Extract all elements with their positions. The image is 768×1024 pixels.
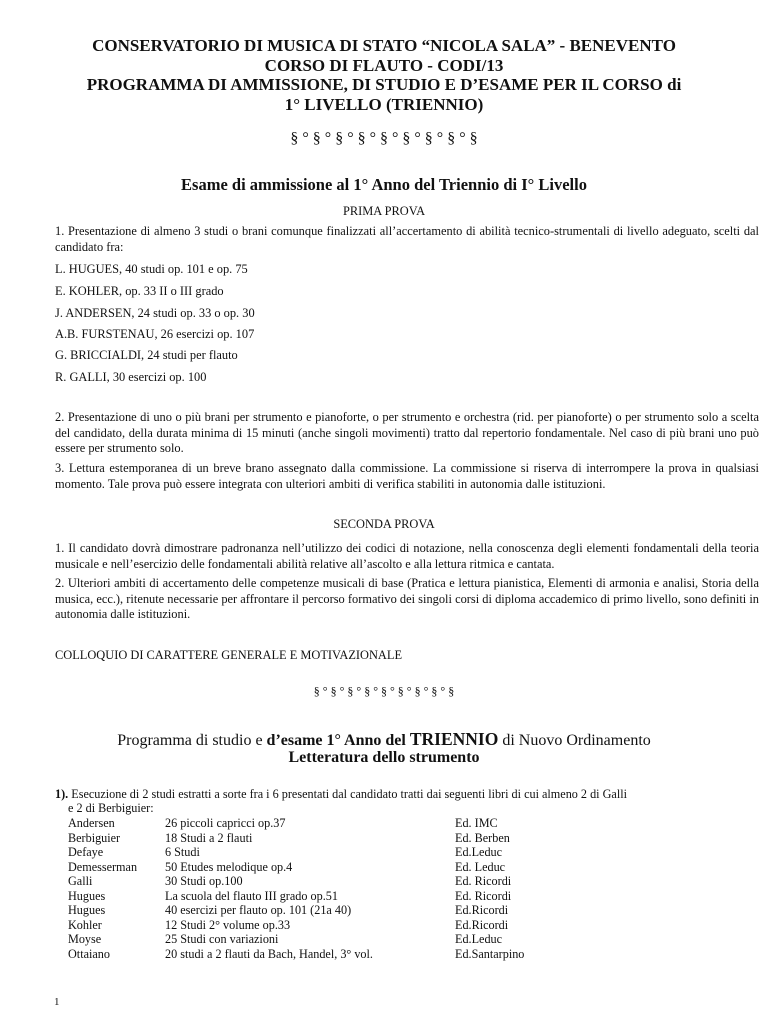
- book-author: Defaye: [68, 845, 104, 859]
- book-publisher: Ed. Ricordi: [455, 888, 512, 903]
- book-title: 25 Studi con variazioni: [165, 932, 279, 946]
- book-author: Demesserman: [68, 859, 138, 874]
- book-author: Kohler: [68, 917, 102, 932]
- book-row: [68, 860, 748, 875]
- book-author: Andersen: [68, 816, 115, 830]
- book-title: 20 studi a 2 flauti da Bach, Handel, 3° vol.: [165, 946, 373, 961]
- book-row: [68, 918, 748, 933]
- book-author: Hugues: [68, 888, 106, 903]
- book-publisher: Ed. Leduc: [455, 859, 506, 874]
- study-program-title-part-3: TRIENNIO: [409, 729, 499, 749]
- book-row: [68, 874, 748, 889]
- book-publisher: Ed. IMC: [455, 816, 498, 830]
- book-row: [68, 816, 748, 831]
- book-publisher: Ed.Leduc: [455, 932, 503, 946]
- study-list-item: G. BRICCIALDI, 24 studi per flauto: [55, 348, 238, 362]
- book-author: Ottaiano: [68, 946, 110, 961]
- study-program-title: [40, 729, 728, 750]
- book-row: [68, 932, 748, 947]
- book-author: Moyse: [68, 932, 102, 946]
- second-test-heading: SECONDA PROVA: [333, 517, 435, 531]
- book-publisher: Ed.Ricordi: [455, 917, 509, 932]
- first-test-item-3: 3. Lettura estemporanea di un breve brano assegnato dalla commissione. La commissione si riserva di interrompere la prova in qualsiasi momento. Tale prova può essere integrata con ulteriori ambiti di verifica stabiliti in autonomia dalle istituzioni.: [55, 461, 759, 491]
- book-author: Berbiguier: [68, 830, 121, 845]
- study-list-item: A.B. FURSTENAU, 26 esercizi op. 107: [55, 327, 255, 341]
- header-line-1: CONSERVATORIO DI MUSICA DI STATO “NICOLA SALA” - BENEVENTO: [92, 36, 676, 55]
- header-line-3: PROGRAMMA DI AMMISSIONE, DI STUDIO E D’ESAME PER IL CORSO di: [86, 75, 682, 94]
- book-publisher: Ed. Berben: [455, 830, 510, 845]
- book-row: [68, 845, 748, 860]
- study-program-item-1-line-2: e 2 di Berbiguier:: [68, 801, 154, 815]
- separator-top: § ° § ° § ° § ° § ° § ° § ° § ° §: [290, 130, 478, 147]
- second-test-item-2: 2. Ulteriori ambiti di accertamento delle competenze musicali di base (Pratica e lettura pianistica, Elementi di armonia e analisi, Storia della musica, ecc.), ritenute necessarie per affrontare il percorso formativo dei singoli corsi di diploma accademico di primo livello, sono definiti in autonomia dalle istituzioni.: [55, 576, 759, 621]
- book-title: 18 Studi a 2 flauti: [165, 830, 253, 845]
- study-program-subtitle: Letteratura dello strumento: [288, 749, 480, 766]
- book-row: [68, 831, 748, 846]
- study-list-item: L. HUGUES, 40 studi op. 101 e op. 75: [55, 262, 248, 276]
- book-publisher: Ed.Santarpino: [455, 946, 525, 961]
- book-title: La scuola del flauto III grado op.51: [165, 888, 338, 903]
- book-title: 12 Studi 2° volume op.33: [165, 917, 291, 932]
- header-line-2: CORSO DI FLAUTO - CODI/13: [264, 55, 504, 75]
- book-title: 40 esercizi per flauto op. 101 (21a 40): [165, 903, 352, 917]
- second-test-item-1: 1. Il candidato dovrà dimostrare padronanza nell’utilizzo dei codici di notazione, nella conoscenza degli elementi fondamentali della teoria musicale e nell’esercizio delle fondamentali abilità relative all’ascolto e alla lettura ritmica e cantata.: [55, 541, 759, 571]
- first-test-item-1: 1. Presentazione di almeno 3 studi o brani comunque finalizzati all’accertamento di abilità tecnico-strumentali di livello adeguato, scelti dal candidato fra:: [55, 224, 759, 254]
- book-title: 30 Studi op.100: [165, 874, 243, 888]
- document-header: [40, 36, 728, 114]
- book-title: 26 piccoli capricci op.37: [165, 816, 286, 830]
- book-title: 50 Etudes melodique op.4: [165, 859, 293, 874]
- item-number: 1).: [55, 787, 69, 801]
- study-list-item: J. ANDERSEN, 24 studi op. 33 o op. 30: [55, 306, 255, 320]
- study-program-title-part-2: d’esame 1° Anno del: [266, 732, 410, 749]
- book-publisher: Ed. Ricordi: [455, 874, 512, 888]
- study-program-item-1-line-1: [55, 787, 627, 802]
- page-number: 1: [54, 996, 60, 1008]
- header-line-4: 1° LIVELLO (TRIENNIO): [284, 94, 484, 114]
- book-author: Hugues: [68, 903, 106, 917]
- book-publisher: Ed.Ricordi: [455, 903, 509, 917]
- book-row: [68, 889, 748, 904]
- study-program-title-part-4: di Nuovo Ordinamento: [498, 732, 651, 749]
- first-test-heading: PRIMA PROVA: [342, 204, 426, 218]
- study-program-title-part-1: Programma di studio e: [117, 732, 267, 749]
- book-table: [68, 816, 748, 961]
- book-author: Galli: [68, 874, 93, 888]
- study-list-item: E. KOHLER, op. 33 II o III grado: [55, 284, 224, 298]
- admission-title: Esame di ammissione al 1° Anno del Triennio di I° Livello: [181, 175, 587, 194]
- study-list-item: R. GALLI, 30 esercizi op. 100: [55, 370, 207, 384]
- book-publisher: Ed.Leduc: [455, 845, 503, 859]
- book-row: [68, 903, 748, 918]
- item-text: Esecuzione di 2 studi estratti a sorte fra i 6 presentati dal candidato tratti dai seguenti libri di cui almeno 2 di Galli: [68, 787, 627, 801]
- separator-middle: § ° § ° § ° § ° § ° § ° § ° § ° §: [313, 684, 455, 698]
- book-title: 6 Studi: [165, 845, 200, 859]
- first-test-item-2: 2. Presentazione di uno o più brani per strumento e pianoforte, o per strumento e orchestra (rid. per pianoforte) o per strumento solo a scelta del candidato, della durata minima di 15 minuti (anche singoli movimenti) tratto dal repertorio fondamentale. Nel caso di più brani uno può essere per strumento solo.: [55, 410, 759, 455]
- interview-heading: COLLOQUIO DI CARATTERE GENERALE E MOTIVAZIONALE: [55, 648, 403, 662]
- book-row: [68, 947, 748, 962]
